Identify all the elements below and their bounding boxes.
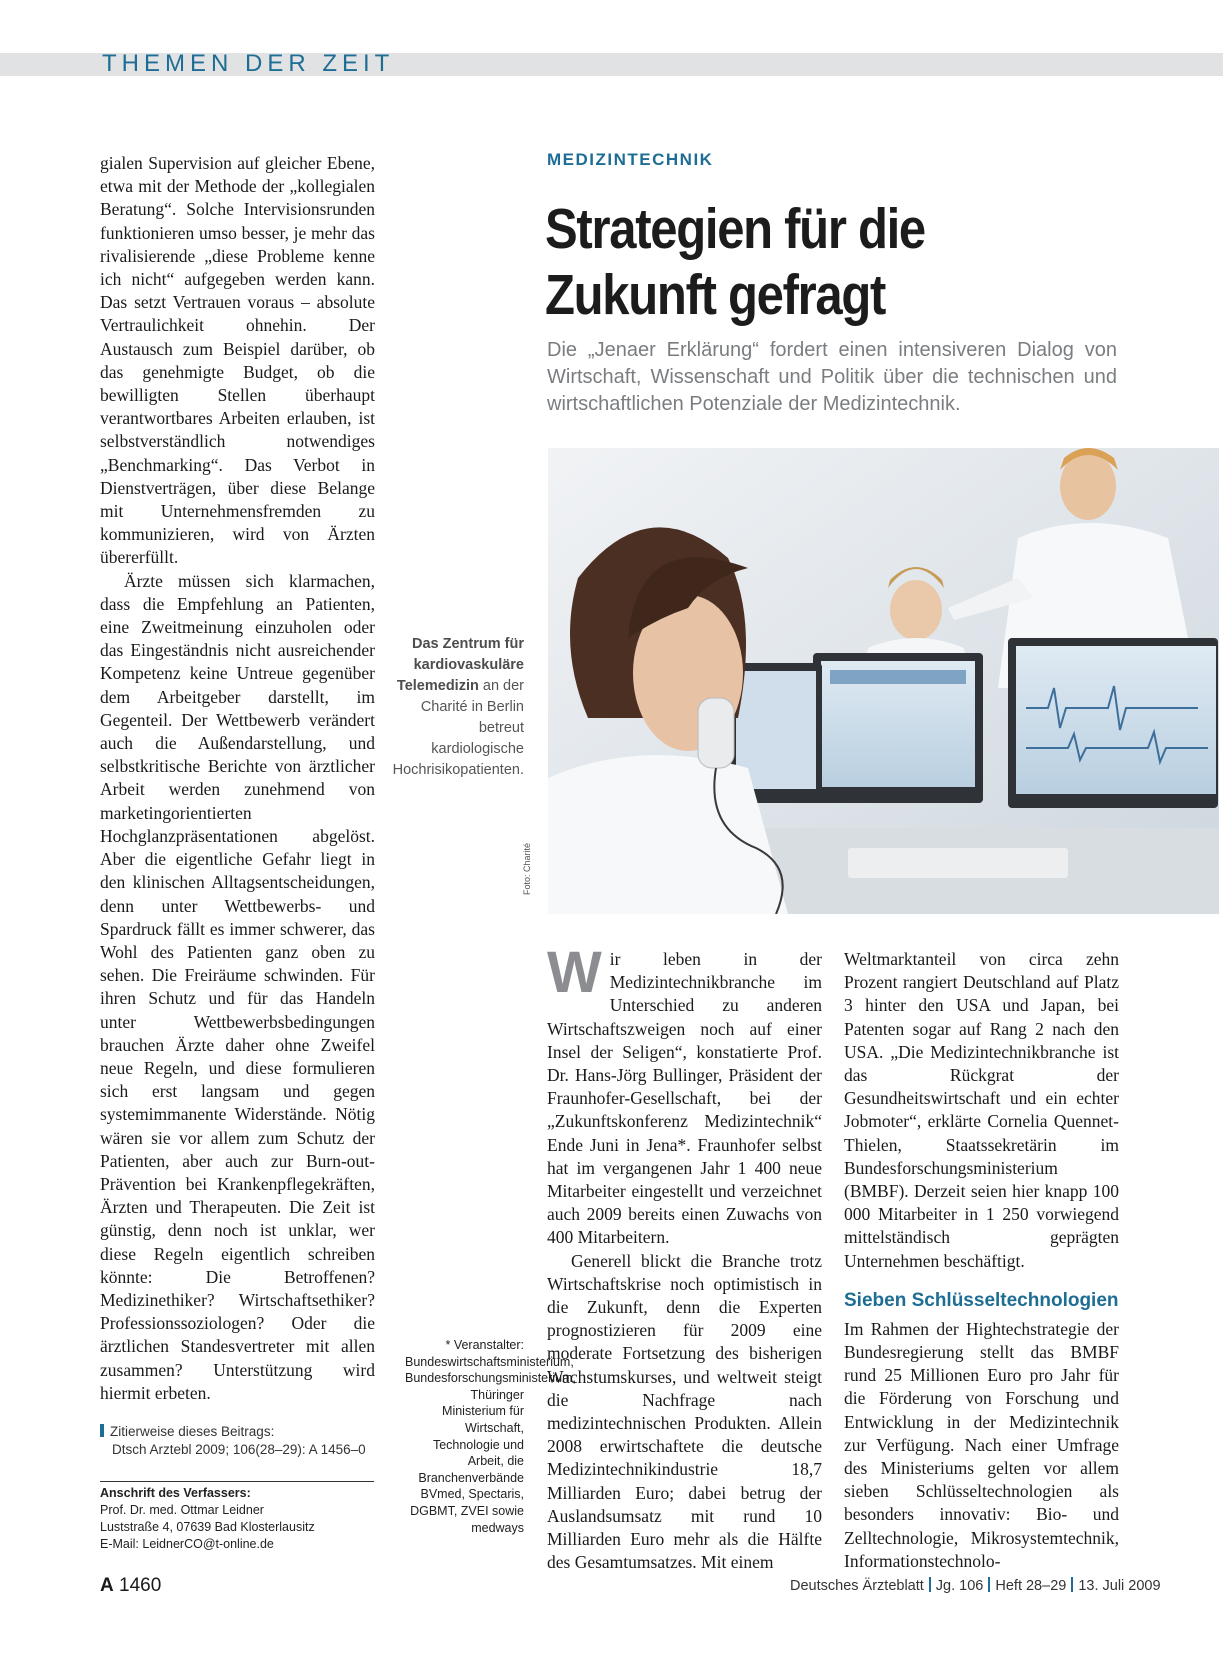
left-paragraph-1: gialen Supervision auf gleicher Ebene, etwa mit der Methode der „kollegialen Beratung“. Solche Intervisionsrunden funktionieren umso besser, je mehr das rivalisierende „diese Probleme kenne ich nicht“ aufgegeben werden kann. Das setzt Vertrauen voraus – absolute Vertraulichkeit ohnehin. Der Austausch zum Beispiel darüber, ob das genehmigte Budget, ob die bewilligten Stellen überhaupt verantwortbares Arbeiten erlauben, ist selbstverständlich notwendiges „Benchmarking“. Das Verbot in Dienstverträgen, über diese Belange mit Unternehmensfremden zu kommunizieren, wird von Ärzten übererfüllt.: [100, 153, 375, 568]
journal-date: 13. Juli 2009: [1078, 1578, 1161, 1594]
page-number-value: 1460: [119, 1575, 162, 1596]
article-paragraph-1: [547, 940, 822, 1250]
caption-bold: Das Zentrum für kardiovaskuläre Telemedizin: [396, 636, 524, 694]
citation-marker: [100, 1424, 104, 1437]
address-divider: [100, 1481, 374, 1482]
photo-credit: Foto: Charité: [522, 842, 532, 895]
footer-separator: [929, 1577, 931, 1592]
address-line: Luststraße 4, 07639 Bad Klosterlausitz: [100, 1520, 315, 1534]
article-subtitle: Die „Jenaer Erklärung“ fordert einen intensiveren Dialog von Wirtschaft, Wissenschaft und Politik über die technischen und wirtschaftlichen Potenziale der Medizintechnik.: [547, 339, 1117, 415]
article-subheading: Sieben Schlüsseltechnologien: [844, 1289, 1119, 1311]
journal-issue: Heft 28–29: [995, 1578, 1067, 1594]
drop-cap: W: [547, 940, 602, 1005]
article-paragraph-4: Im Rahmen der Hightechstrategie der Bundesregierung stellt das BMBF rund 25 Millionen Euro pro Jahr für die Förderung von Forschung und Entwicklung in der Medizintechnik zur Verfügung. Nach einer Umfrage des Ministeriums gelten vor allem sieben Schlüsseltechnologien als besonders innovativ: Bio- und Zelltechnologie, Mikrosystemtechnik, Informationstechnolo-: [844, 1318, 1119, 1571]
article-paragraph-2: Generell blickt die Branche trotz Wirtschaftskrise noch optimistisch in die Zukunft, denn die Experten prognostizieren für 2009 eine moderate Fortsetzung des bisherigen Wachstumskurses, und weltweit steigt die Nachfrage nach medizintechnischen Produkten. Allein 2008 erwirtschaftete die deutsche Medizintechnikindustrie 18,7 Milliarden Euro; dabei betrug der Auslandsumsatz mit rund 10 Milliarden Euro mehr als die Hälfte des Gesamtumsatzes. Mit einem: [547, 1250, 822, 1573]
page-number: [100, 1575, 161, 1597]
left-column: [100, 152, 375, 1405]
journal-volume: Jg. 106: [935, 1578, 984, 1594]
journal-name: Deutsches Ärzteblatt: [790, 1578, 924, 1594]
section-label: THEMEN DER ZEIT: [102, 50, 395, 77]
title-line-2: Zukunft gefragt: [545, 263, 886, 327]
left-paragraph-2: Ärzte müssen sich klarmachen, dass die Empfehlung an Patienten, eine Zweitmeinung einzuholen oder das Eingeständnis nicht ausreichender Kompetenz keine Untreue gegenüber dem Arbeitgeber darstellt, im Gegenteil. Der Wettbewerb verändert auch die Außendarstellung, und selbstkritische Berichte von ärztlicher Arbeit werden zunehmend von marketingorientierten Hochglanzpräsentationen abgelöst. Aber die eigentliche Gefahr liegt in den klinischen Alltagsentscheidungen, denn unter Wettbewerbs- und Spardruck fällt es immer schwerer, das Wohl des Patienten ganz oben zu sehen. Die Freiräume schwinden. Für ihren Schutz und für das Handeln unter Wettbewerbsbedingungen brauchen Ärzte daher ohne Zweifel neue Regeln, und diese formulieren sich erst langsam und gegen systemimmanente Widerstände. Nötig wären sie vor allem zum Schutz der Patienten, aber auch zur Burn-out-Prävention bei Krankenpflegekräften, Ärzten und Therapeuten. Die Zeit ist günstig, denn noch ist unklar, wer diese Regeln eigentlich schreiben könnte: Die Betroffenen? Medizinethiker? Wirtschaftsethiker? Professionssoziologen? Oder die ärztlichen Standesvertreter mit allen zusammen? Unterstützung wird hiermit erbeten.: [100, 570, 375, 1403]
article-photo: [548, 448, 1219, 914]
footnote: * Veranstalter: Bundeswirtschaftsministerium, Bundesforschungsministerium, Thüringer Ministerium für Wirtschaft, Technologie und Arbeit, die Branchenverbände BVmed, Spectaris, DGBMT, ZVEI sowie medways: [405, 1338, 576, 1535]
address-line: Prof. Dr. med. Ottmar Leidner: [100, 1503, 264, 1517]
article-title: [545, 196, 1104, 328]
caption-text: an der Charité in Berlin betreut kardiologische Hochrisikopatienten.: [392, 678, 524, 778]
article-column-1: [547, 940, 822, 1574]
address-line: E-Mail: LeidnerCO@t-online.de: [100, 1537, 274, 1551]
footer-separator: [988, 1577, 990, 1592]
article-paragraph-1-text: ir leben in der Medizintechnikbranche im Unterschied zu anderen Wirtschaftszweigen noch auf einer Insel der Seligen“, konstatierte Prof. Dr. Hans-Jörg Bullinger, Präsident der Fraunhofer-Gesellschaft, bei der „Zukunftskonferenz Medizintechnik“ Ende Juni in Jena*. Fraunhofer selbst hat im vergangenen Jahr 1 400 neue Mitarbeiter eingestellt und verzeichnet auch 2009 bereits einen Zuwachs von 400 Mitarbeitern.: [547, 949, 822, 1248]
footer-separator: [1071, 1577, 1073, 1592]
citation: [100, 1423, 380, 1459]
author-address: [100, 1485, 380, 1553]
article-column-2: [844, 948, 1119, 1573]
address-title: Anschrift des Verfassers:: [100, 1486, 251, 1500]
journal-footer: [790, 1577, 1161, 1594]
article-kicker: MEDIZINTECHNIK: [547, 150, 714, 169]
photo-caption: [384, 634, 524, 781]
citation-reference: Dtsch Arztebl 2009; 106(28–29): A 1456–0: [112, 1442, 366, 1457]
photo-illustration: [548, 448, 1219, 914]
article-paragraph-3: Weltmarktanteil von circa zehn Prozent rangiert Deutschland auf Platz 3 hinter den USA und Japan, bei Patenten sogar auf Rang 2 nach den USA. „Die Medizintechnikbranche ist das Rückgrat der Gesundheitswirtschaft und ein echter Jobmoter“, erklärte Cornelia Quennet-Thielen, Staatssekretärin im Bundesforschungsministerium (BMBF). Derzeit seien hier knapp 100 000 Mitarbeiter in 1 250 vorwiegend mittelständisch geprägten Unternehmen beschäftigt.: [844, 949, 1119, 1271]
title-line-1: Strategien für die: [545, 197, 925, 261]
page-prefix: A: [100, 1575, 114, 1596]
citation-label: Zitierweise dieses Beitrags:: [110, 1424, 275, 1439]
